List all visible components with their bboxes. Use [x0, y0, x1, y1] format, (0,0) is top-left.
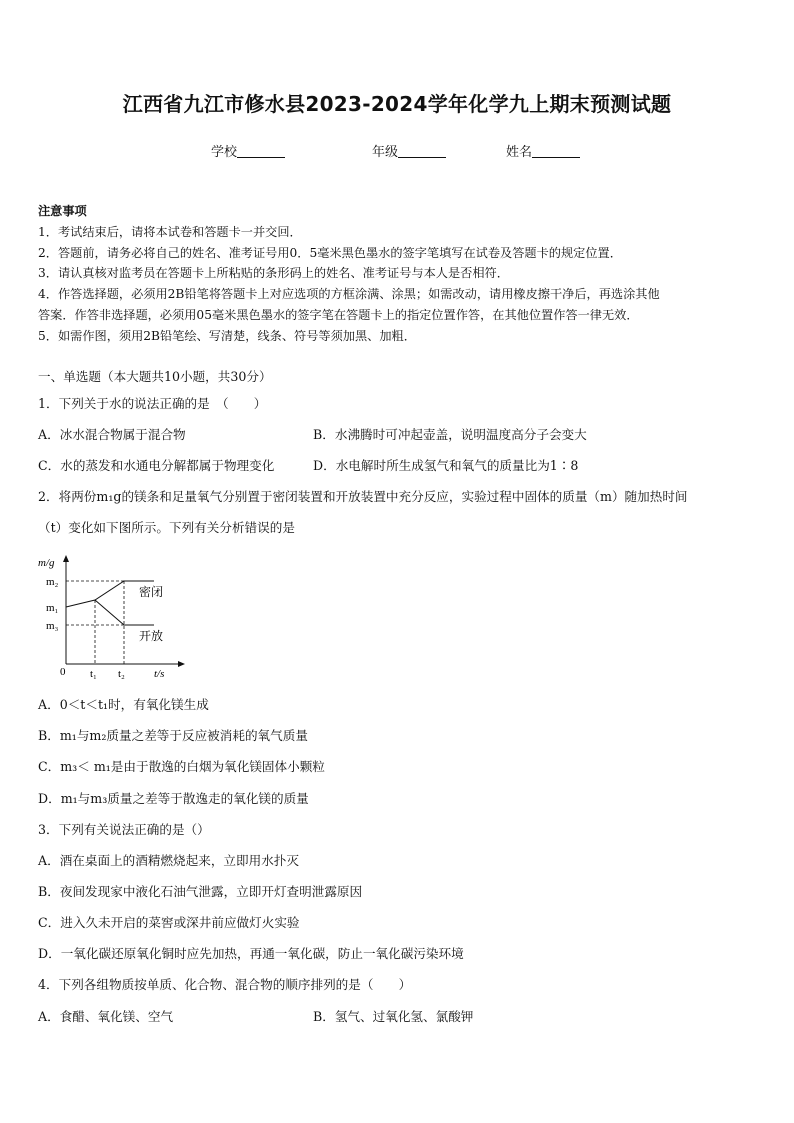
t1-tick-label: t₁ [90, 668, 97, 680]
m3-tick-label: m₃ [46, 620, 59, 632]
grade-label: 年级 [372, 145, 399, 160]
q3-option-c: C．进入久未开启的菜窖或深井前应做灯火实验 [38, 915, 300, 930]
school-blank[interactable] [237, 145, 285, 158]
q3-option-d: D．一氧化碳还原氧化铜时应先加热，再通一氧化碳，防止一氧化碳污染环境 [38, 946, 464, 961]
note-item: 3．请认真核对监考员在答题卡上所粘贴的条形码上的姓名、准考证号与本人是否相符． [38, 266, 509, 280]
open-curve [95, 600, 154, 625]
m1-tick-label: m₁ [46, 602, 59, 614]
name-field [506, 141, 580, 160]
section-heading: 一、单选题（本大题共10小题，共30分） [38, 369, 272, 384]
q2-option-b: B．m₁与m₂质量之差等于反应被消耗的氧气质量 [38, 728, 308, 743]
x-axis-label: t/s [154, 668, 165, 680]
q2-option-c: C．m₃＜ m₁是由于散逸的白烟为氧化镁固体小颗粒 [38, 759, 325, 774]
q1-option-c: C．水的蒸发和水通电分解都属于物理变化 [38, 458, 275, 473]
note-item: 2．答题前，请务必将自己的姓名、准考证号用0．5毫米黑色墨水的签字笔填写在试卷及答题卡的规定位置． [38, 246, 622, 260]
m2-tick-label: m₂ [46, 576, 59, 588]
name-label: 姓名 [506, 145, 533, 160]
note-item: 答案．作答非选择题，必须用05毫米黑色墨水的签字笔在答题卡上的指定位置作答，在其他位置作答一律无效． [38, 308, 639, 322]
t2-tick-label: t₂ [118, 668, 125, 680]
q4-option-b: B．氢气、过氧化氢、氯酸钾 [313, 1009, 474, 1024]
school-label: 学校 [211, 145, 238, 160]
open-series-label: 开放 [139, 629, 164, 643]
page-title: 江西省九江市修水县2023-2024学年化学九上期末预测试题 [122, 92, 672, 116]
q2-stem-line2: （t）变化如下图所示。下列有关分析错误的是 [38, 520, 295, 535]
note-item: 1．考试结束后，请将本试卷和答题卡一并交回． [38, 225, 302, 239]
q4-stem: 4．下列各组物质按单质、化合物、混合物的顺序排列的是（ ） [38, 977, 412, 992]
notes-heading: 注意事项 [38, 204, 87, 218]
q1-option-a: A．冰水混合物属于混合物 [38, 427, 186, 442]
note-item: 4．作答选择题，必须用2B铅笔将答题卡上对应选项的方框涂满、涂黑；如需改动，请用橡皮擦干净后，再选涂其他 [38, 287, 660, 301]
q2-option-a: A．0＜t＜t₁时，有氧化镁生成 [38, 697, 209, 712]
school-field [211, 141, 285, 160]
grade-field [372, 141, 446, 160]
q3-stem: 3．下列有关说法正确的是（） [38, 822, 210, 837]
mass-time-graph [36, 553, 196, 683]
name-blank[interactable] [532, 145, 580, 158]
grade-blank[interactable] [398, 145, 446, 158]
q2-option-d: D．m₁与m₃质量之差等于散逸走的氧化镁的质量 [38, 791, 309, 806]
x-axis-arrow [178, 661, 185, 667]
q3-option-a: A．酒在桌面上的酒精燃烧起来，立即用水扑灭 [38, 853, 299, 868]
q4-option-a: A．食醋、氧化镁、空气 [38, 1009, 174, 1024]
q1-stem: 1．下列关于水的说法正确的是 （ ） [38, 396, 267, 411]
q1-option-b: B．水沸腾时可冲起壶盖，说明温度高分子会变大 [313, 427, 587, 442]
q3-option-b: B．夜间发现家中液化石油气泄露，立即开灯查明泄露原因 [38, 884, 363, 899]
note-item: 5．如需作图，须用2B铅笔绘、写清楚，线条、符号等须加黑、加粗． [38, 329, 416, 343]
closed-series-label: 密闭 [139, 585, 164, 599]
origin-label: 0 [60, 666, 66, 678]
y-axis-label: m/g [38, 557, 55, 569]
y-axis-arrow [63, 555, 69, 562]
q2-stem-line1: 2．将两份m₁g的镁条和足量氧气分别置于密闭装置和开放装置中充分反应，实验过程中固体的质量（m）随加热时间 [38, 489, 688, 504]
q1-option-d: D．水电解时所生成氢气和氧气的质量比为1∶8 [313, 458, 579, 473]
